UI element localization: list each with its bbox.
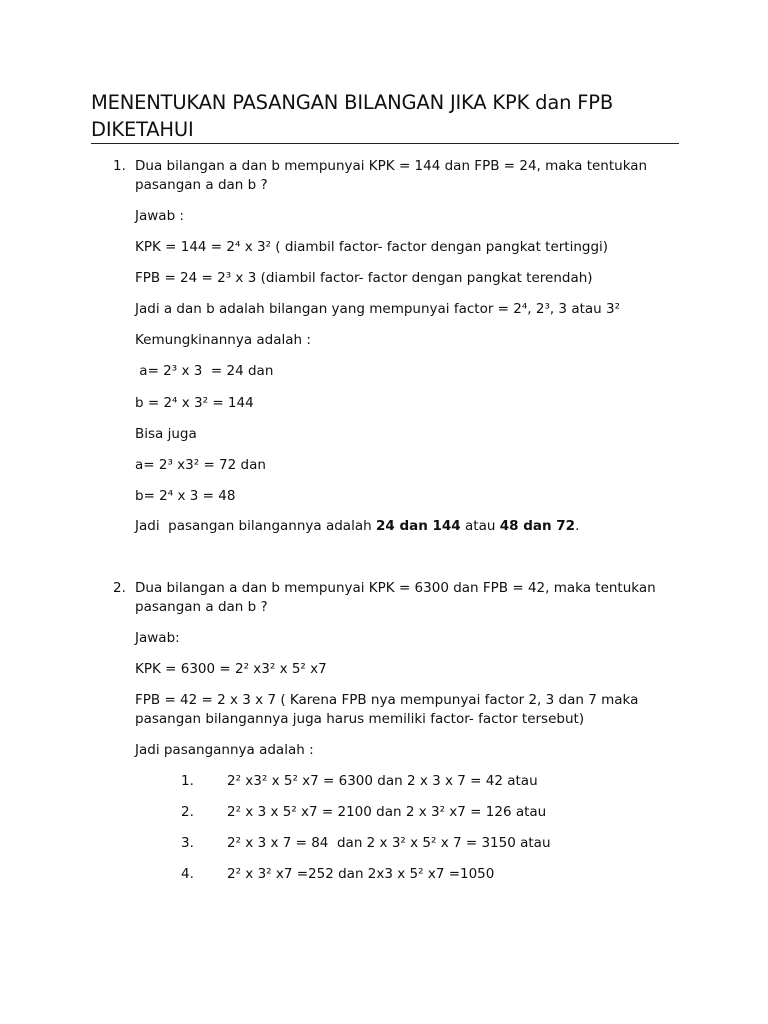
q1-a2: a= 2³ x3² = 72 dan	[135, 457, 266, 473]
option-3-text: 2² x 3 x 7 = 84 dan 2 x 3² x 5² x 7 = 3150 atau	[227, 835, 551, 851]
q2-kpk: KPK = 6300 = 2² x3² x 5² x7	[135, 661, 327, 677]
q2-jadi: Jadi pasangannya adalah :	[135, 742, 314, 758]
page-title	[91, 89, 681, 143]
option-2-text: 2² x 3 x 5² x7 = 2100 dan 2 x 3² x7 = 126 atau	[227, 804, 547, 820]
q1-jawab: Jawab :	[135, 208, 184, 224]
q1-kemungkinan: Kemungkinannya adalah :	[135, 332, 311, 348]
q2-jawab: Jawab:	[135, 630, 180, 646]
q1-bisa-juga: Bisa juga	[135, 426, 197, 442]
q2-fpb-line-1: FPB = 42 = 2 x 3 x 7 ( Karena FPB nya mempunyai factor 2, 3 dan 7 maka	[135, 692, 639, 708]
q1-fpb: FPB = 24 = 2³ x 3 (diambil factor- factor dengan pangkat terendah)	[135, 270, 593, 286]
option-2-number: 2.	[181, 804, 194, 820]
q1-b2: b= 2⁴ x 3 = 48	[135, 488, 236, 504]
question-2-number: 2.	[113, 580, 126, 596]
option-1-text: 2² x3² x 5² x7 = 6300 dan 2 x 3 x 7 = 42 atau	[227, 773, 538, 789]
q1-answer-1: 24 dan 144	[375, 518, 461, 534]
q1-b1: b = 2⁴ x 3² = 144	[135, 395, 254, 411]
q1-answer-2: 48 dan 72	[499, 518, 576, 534]
q1-factor-statement: Jadi a dan b adalah bilangan yang mempunyai factor = 2⁴, 2³, 3 atau 3²	[135, 301, 621, 317]
title-underline	[91, 143, 679, 144]
q1-conclusion-suffix: .	[575, 518, 580, 534]
q1-conclusion-prefix: Jadi pasangan bilangannya adalah	[135, 518, 376, 534]
q1-conclusion-mid: atau	[460, 518, 500, 534]
q1-a1: a= 2³ x 3 = 24 dan	[135, 363, 274, 379]
title-line-2: DIKETAHUI	[91, 118, 194, 141]
option-4-text: 2² x 3² x7 =252 dan 2x3 x 5² x7 =1050	[227, 866, 495, 882]
option-1-number: 1.	[181, 773, 194, 789]
question-2-line-1: Dua bilangan a dan b mempunyai KPK = 6300 dan FPB = 42, maka tentukan	[135, 580, 656, 596]
question-1-line-1: Dua bilangan a dan b mempunyai KPK = 144 dan FPB = 24, maka tentukan	[135, 158, 648, 174]
question-2-line-2: pasangan a dan b ?	[135, 599, 268, 615]
q1-kpk: KPK = 144 = 2⁴ x 3² ( diambil factor- factor dengan pangkat tertinggi)	[135, 239, 609, 255]
question-1-number: 1.	[113, 158, 126, 174]
option-4-number: 4.	[181, 866, 194, 882]
q2-fpb-line-2: pasangan bilangannya juga harus memiliki factor- factor tersebut)	[135, 711, 585, 727]
question-1-line-2: pasangan a dan b ?	[135, 177, 268, 193]
q1-conclusion	[135, 517, 579, 536]
title-line-1: MENENTUKAN PASANGAN BILANGAN JIKA KPK dan FPB	[91, 91, 614, 114]
option-3-number: 3.	[181, 835, 194, 851]
